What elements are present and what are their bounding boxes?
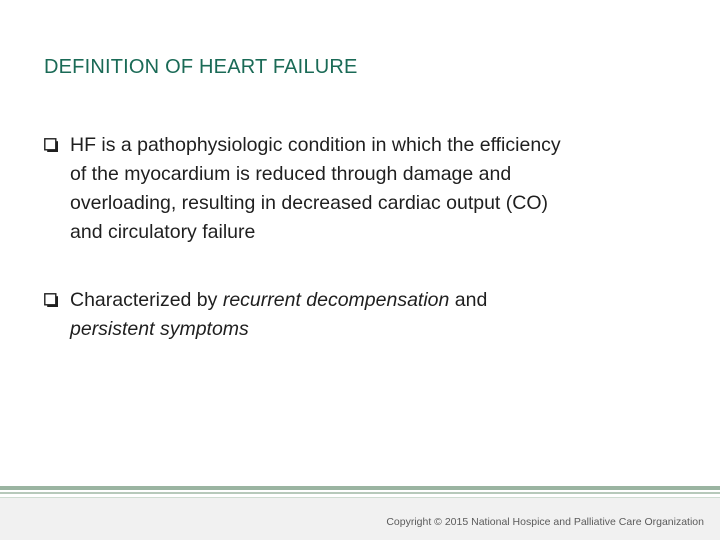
bullet-item — [44, 286, 684, 344]
bullet-text-plain: Characterized by — [70, 289, 223, 311]
bullet-item — [44, 131, 684, 247]
copyright-notice: Copyright © 2015 National Hospice and Palliative Care Organization — [386, 516, 704, 528]
bullet-line: and circulatory failure — [70, 221, 256, 243]
footer-rule — [0, 492, 720, 494]
footer-rule — [0, 486, 720, 490]
bullet-text — [70, 131, 684, 247]
checkbox-bullet-icon — [44, 138, 58, 152]
bullet-text-plain: and — [449, 289, 488, 311]
bullet-text — [70, 286, 684, 344]
bullet-line: of the myocardium is reduced through damage and — [70, 163, 512, 185]
slide-title: DEFINITION OF HEART FAILURE — [44, 56, 358, 78]
bullet-text-italic: recurrent decompensation — [222, 289, 450, 311]
bullet-line: overloading, resulting in decreased cardiac output (CO) — [70, 192, 549, 214]
checkbox-bullet-icon — [44, 293, 58, 307]
bullet-text-italic: persistent symptoms — [70, 318, 249, 340]
bullet-line — [70, 286, 684, 315]
bullet-line — [70, 315, 684, 344]
bullet-line: HF is a pathophysiologic condition in which the efficiency — [70, 134, 561, 156]
